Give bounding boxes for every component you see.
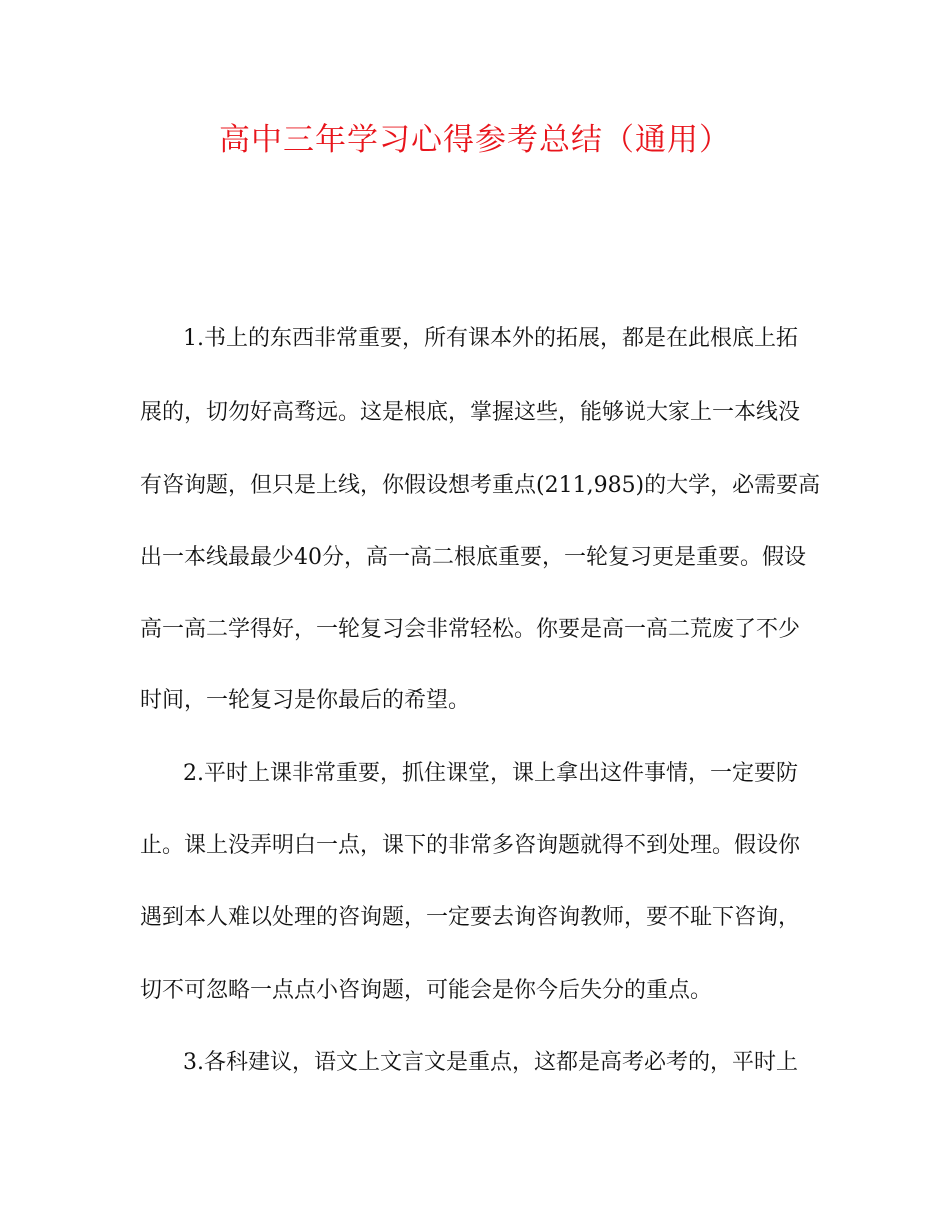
paragraph-1-line-1: 1.书上的东西非常重要，所有课本外的拓展，都是在此根底上拓 [183, 326, 798, 351]
paragraph-1-line-3: 有咨询题，但只是上线，你假设想考重点(211,985)的大学，必需要高 [140, 473, 820, 498]
paragraph-2-line-4: 切不可忽略一点点小咨询题，可能会是你今后失分的重点。 [140, 978, 713, 1003]
paragraph-2-line-3: 遇到本人难以处理的咨询题，一定要去询咨询教师，要不耻下咨询， [140, 905, 801, 930]
paragraph-1-line-6: 时间，一轮复习是你最后的希望。 [140, 688, 471, 713]
paragraph-2-line-1: 2.平时上课非常重要，抓住课堂，课上拿出这件事情，一定要防 [183, 761, 798, 786]
paragraph-1-line-4: 出一本线最最少40分，高一高二根底重要，一轮复习更是重要。假设 [140, 545, 806, 570]
document-title: 高中三年学习心得参考总结（通用） [219, 122, 731, 158]
paragraph-1-line-5: 高一高二学得好，一轮复习会非常轻松。你要是高一高二荒废了不少 [140, 617, 801, 642]
paragraph-2-line-2: 止。课上没弄明白一点，课下的非常多咨询题就得不到处理。假设你 [140, 833, 801, 858]
paragraph-1-line-2: 展的，切勿好高骛远。这是根底，掌握这些，能够说大家上一本线没 [140, 400, 801, 425]
paragraph-3-line-1: 3.各科建议，语文上文言文是重点，这都是高考必考的，平时上 [183, 1050, 798, 1075]
